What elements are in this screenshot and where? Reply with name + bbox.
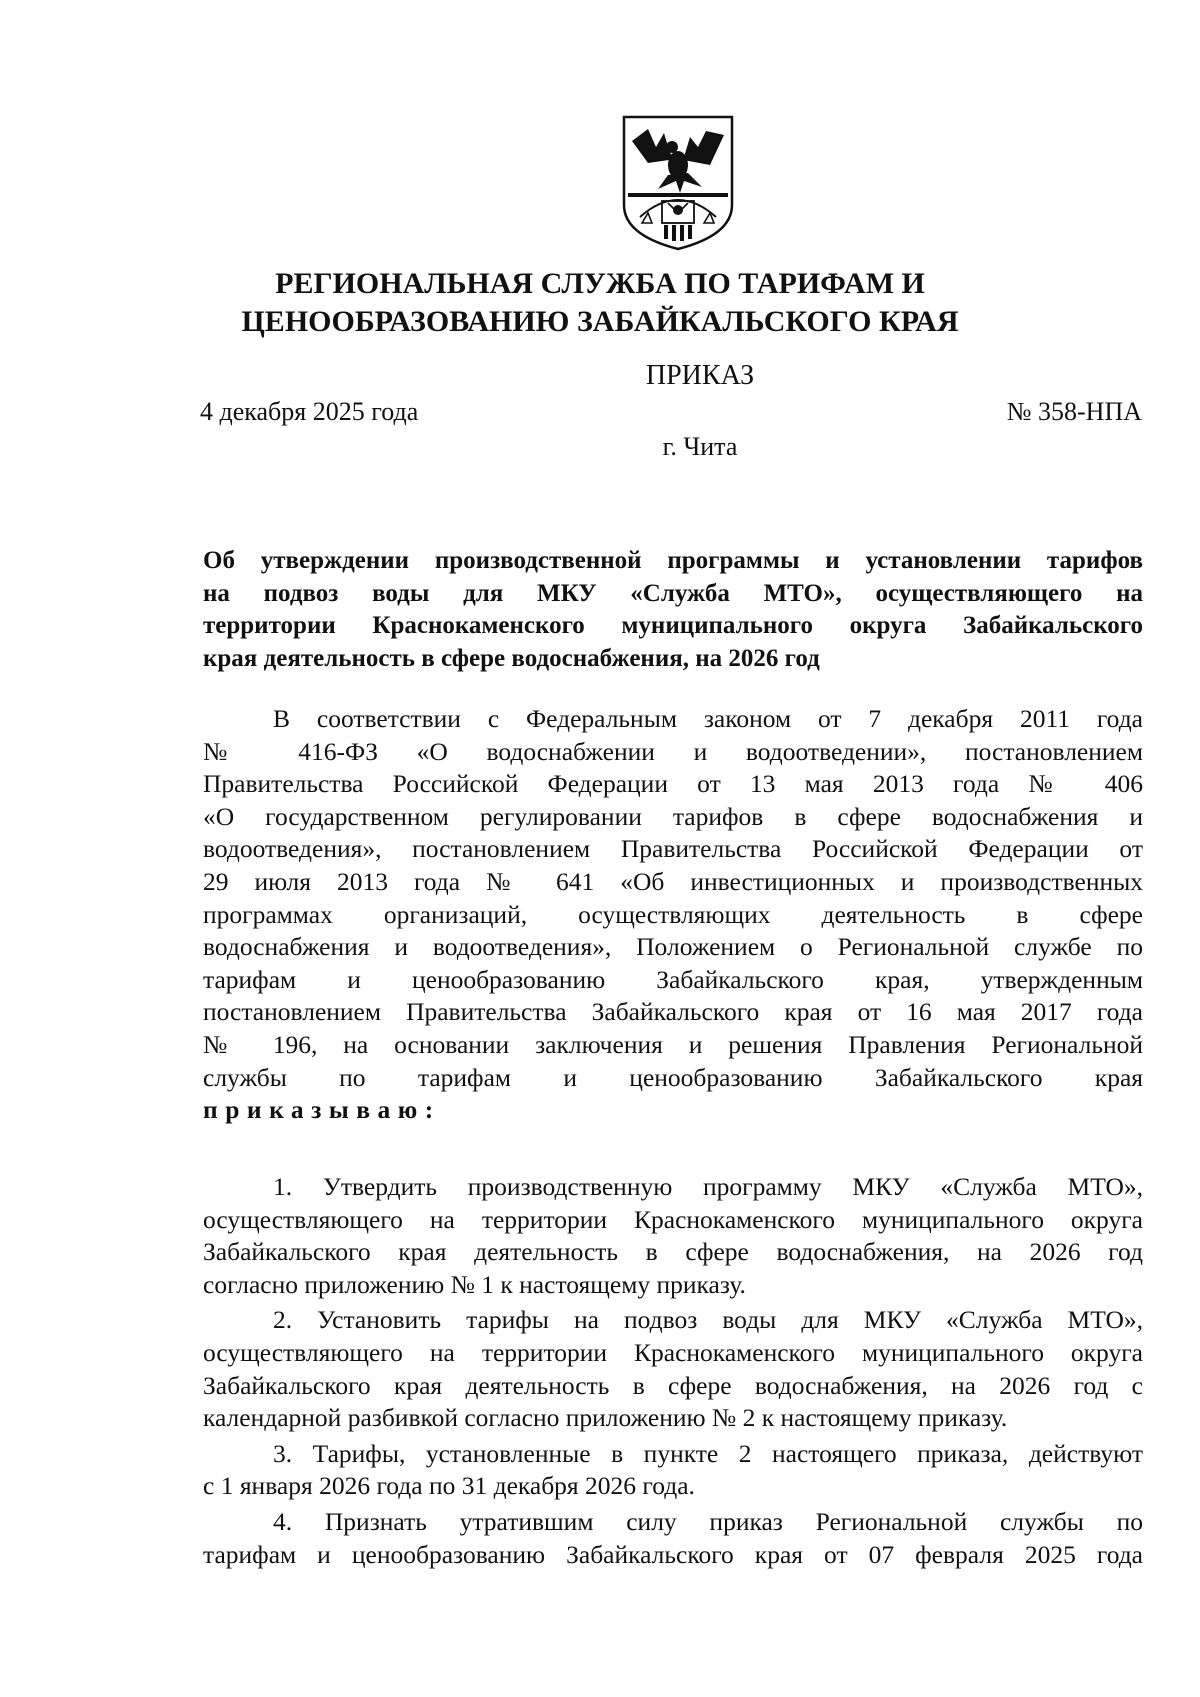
agency-name	[150, 265, 1050, 341]
preamble-line: программах организаций, осуществляющих деятельность в сфере	[203, 899, 1143, 929]
title-line: Об утверждении производственной программы и установлении тарифов	[203, 547, 1143, 574]
item-line: 4. Признать утратившим силу приказ Региональной службы по	[273, 1506, 1143, 1536]
preamble-line: В соответствии с Федеральным законом от 7 декабря 2011 года	[273, 704, 1143, 733]
item-line: 3. Тарифы, установленные в пункте 2 настоящего приказа, действуют	[273, 1438, 1143, 1468]
preamble-line: № 416-ФЗ «О водоснабжении и водоотведении», постановлением	[203, 736, 1143, 766]
order-items	[203, 1171, 1143, 1574]
preamble-line: водоснабжения и водоотведения», Положением о Региональной службе по	[203, 932, 1143, 962]
item-line: с 1 января 2026 года по 31 декабря 2026 года.	[203, 1471, 695, 1501]
document-title	[203, 545, 1143, 675]
item-line: 2. Установить тарифы на подвоз воды для МКУ «Служба МТО»,	[273, 1305, 1143, 1335]
preamble-line: 29 июля 2013 года № 641 «Об инвестиционных и производственных	[203, 866, 1143, 896]
order-item-4	[203, 1506, 1143, 1571]
item-line: тарифам и ценообразованию Забайкальского края от 07 февраля 2025 года	[203, 1539, 1143, 1569]
item-line: осуществляющего на территории Краснокаменского муниципального округа	[203, 1204, 1143, 1234]
agency-name-line-2: ЦЕНООБРАЗОВАНИЮ ЗАБАЙКАЛЬСКОГО КРАЯ	[241, 305, 959, 338]
item-line: 1. Утвердить производственную программу МКУ «Служба МТО»,	[273, 1172, 1143, 1201]
order-item-1	[203, 1171, 1143, 1301]
preamble-paragraph	[203, 703, 1143, 1127]
order-word: приказываю:	[203, 1095, 441, 1125]
item-line: календарной разбивкой согласно приложению № 2 к настоящему приказу.	[203, 1403, 1008, 1433]
document-number: № 358-НПА	[1006, 397, 1142, 426]
preamble-line: постановлением Правительства Забайкальского края от 16 мая 2017 года	[203, 997, 1143, 1027]
preamble-line: Правительства Российской Федерации от 13 мая 2013 года № 406	[203, 769, 1143, 799]
preamble-line: тарифам и ценообразованию Забайкальского края, утвержденным	[203, 964, 1143, 994]
preamble-line: водоотведения», постановлением Правительства Российской Федерации от	[203, 834, 1143, 864]
title-line: края деятельность в сфере водоснабжения, на 2026 год	[203, 644, 820, 672]
preamble-line: № 196, на основании заключения и решения Правления Региональной	[203, 1029, 1143, 1059]
document-date: 4 декабря 2025 года	[200, 397, 419, 426]
item-line: согласно приложению № 1 к настоящему приказу.	[203, 1269, 746, 1299]
item-line: Забайкальского края деятельность в сфере водоснабжения, на 2026 год	[203, 1237, 1143, 1267]
order-item-2	[203, 1304, 1143, 1434]
title-line: территории Краснокаменского муниципального округа Забайкальского	[203, 612, 1143, 639]
preamble-line: «О государственном регулировании тарифов в сфере водоснабжения и	[203, 801, 1143, 831]
zabaykalsky-coat-of-arms-icon	[618, 113, 738, 251]
order-item-3	[203, 1438, 1143, 1503]
agency-name-line-1: РЕГИОНАЛЬНАЯ СЛУЖБА ПО ТАРИФАМ И	[275, 267, 925, 300]
title-line: на подвоз воды для МКУ «Служба МТО», осуществляющего на	[203, 579, 1143, 607]
document-type: ПРИКАЗ	[645, 360, 755, 391]
preamble-line: службы по тарифам и ценообразованию Забайкальского края	[203, 1062, 1143, 1092]
item-line: осуществляющего на территории Краснокаменского муниципального округа	[203, 1337, 1143, 1367]
document-city: г. Чита	[662, 432, 738, 461]
item-line: Забайкальского края деятельность в сфере водоснабжения, на 2026 год с	[203, 1370, 1143, 1400]
